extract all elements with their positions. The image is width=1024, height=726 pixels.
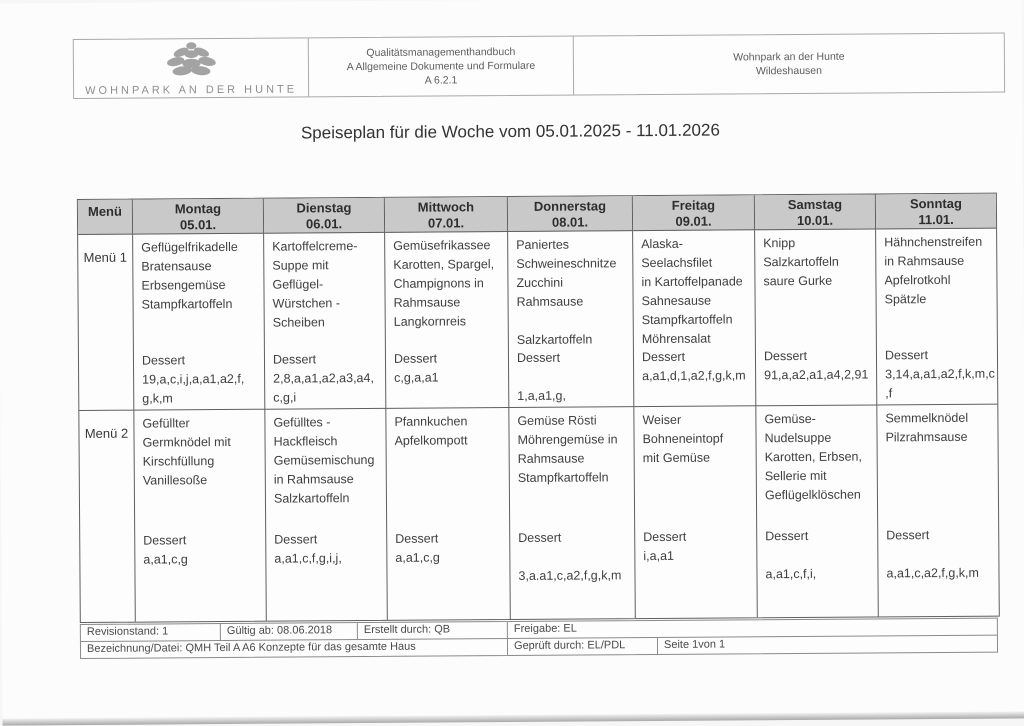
dessert-text bbox=[518, 528, 631, 586]
footer-release: Freigabe: EL bbox=[513, 622, 577, 635]
text-line: Hackfleisch bbox=[273, 434, 338, 449]
dessert-text bbox=[517, 348, 630, 406]
text-line: Kirschfüllung bbox=[142, 454, 215, 469]
text-line: Möhrensalat bbox=[641, 331, 711, 347]
meal-text bbox=[633, 230, 755, 349]
text-line bbox=[517, 311, 629, 331]
scan-paper-edge bbox=[2, 711, 1024, 725]
day-header-montag bbox=[133, 199, 264, 235]
meal-text bbox=[876, 229, 997, 310]
text-line: Langkornreis bbox=[393, 314, 467, 329]
footer-created-by: Erstellt durch: QB bbox=[358, 622, 508, 639]
text-line: 3,14,a,a1,a2,f,k,m,c bbox=[885, 366, 995, 382]
day-header-samstag bbox=[755, 194, 876, 230]
day-date: 06.01. bbox=[305, 216, 343, 232]
text-line: Gefüllter bbox=[142, 416, 190, 431]
men-2-samstag-cell bbox=[756, 405, 878, 617]
text-line: Dessert bbox=[274, 532, 318, 547]
text-line: Suppe mit bbox=[272, 258, 329, 273]
meal-text bbox=[386, 408, 508, 451]
day-name: Mittwoch bbox=[417, 199, 475, 215]
text-line: Gefülltes - bbox=[273, 415, 331, 430]
text-line: Geflügelklöschen bbox=[764, 487, 861, 503]
men-1-donnerstag-cell bbox=[508, 231, 634, 408]
text-line: Scheiben bbox=[272, 315, 325, 330]
men-2-donnerstag-cell bbox=[509, 407, 635, 619]
men-1-mittwoch-cell bbox=[385, 232, 509, 409]
text-line: Stampfkartoffeln bbox=[141, 296, 233, 312]
day-name: Montag bbox=[174, 201, 222, 217]
dessert-text bbox=[394, 349, 505, 388]
text-line: Rahmsause bbox=[516, 294, 584, 309]
day-date: 08.01. bbox=[551, 214, 589, 230]
text-line: Champignons in bbox=[393, 276, 484, 291]
text-line: Spätzle bbox=[884, 292, 927, 307]
text-line: Kartoffelcreme- bbox=[272, 239, 358, 254]
day-name: Samstag bbox=[787, 196, 843, 213]
text-line: Erbsengemüse bbox=[141, 277, 226, 293]
text-line: saure Gurke bbox=[763, 273, 833, 289]
men-2-freitag-cell bbox=[634, 406, 757, 618]
text-line: Sahnesause bbox=[641, 293, 712, 309]
text-line: Weiser bbox=[642, 412, 682, 428]
footer-file-designation: Bezeichnung/Datei: QMH Teil A A6 Konzepte für das gesamte Haus bbox=[81, 639, 508, 658]
text-line: Dessert bbox=[643, 529, 687, 545]
day-name: Freitag bbox=[671, 197, 716, 213]
text-line: Gemüse Rösti bbox=[517, 413, 597, 428]
text-line bbox=[765, 545, 874, 565]
company-logo-icon bbox=[162, 40, 219, 82]
text-line: Salzkartoffeln bbox=[273, 491, 350, 506]
text-line: Karotten, Erbsen, bbox=[764, 449, 863, 465]
text-line: Salzkartoffeln bbox=[763, 254, 839, 270]
qm-documents-line: A Allgemeine Dokumente und Formulare bbox=[346, 59, 536, 74]
text-line: a,a1,c,f,i, bbox=[765, 566, 817, 582]
text-line: Möhrengemüse in bbox=[517, 432, 618, 447]
dessert-text bbox=[274, 530, 383, 569]
text-line: Geflügel- bbox=[272, 277, 324, 292]
text-line: a,a1,c,g bbox=[143, 552, 188, 567]
day-date: 10.01. bbox=[796, 212, 834, 229]
meal-text bbox=[264, 233, 385, 333]
text-line: Gemüsefrikassee bbox=[393, 238, 491, 253]
text-line: Apfelkompott bbox=[394, 433, 468, 448]
text-line: in Kartoffelpanade bbox=[641, 274, 743, 290]
day-name: Dienstag bbox=[296, 200, 352, 216]
text-line: Zucchini bbox=[516, 275, 564, 290]
men-1-sonntag-cell bbox=[876, 229, 997, 406]
meal-text bbox=[756, 405, 877, 505]
qm-handbook-line: Qualitätsmanagementhandbuch bbox=[366, 45, 516, 60]
meal-text bbox=[265, 409, 386, 509]
text-line: Knipp bbox=[763, 236, 796, 251]
footer-table bbox=[80, 618, 998, 659]
day-name: Donnerstag bbox=[533, 198, 607, 214]
men-2-sonntag-cell bbox=[877, 405, 998, 617]
menu-corner-header: Menü bbox=[78, 200, 133, 235]
dessert-text bbox=[143, 531, 262, 570]
text-line: mit Gemüse bbox=[642, 450, 711, 466]
day-header-mittwoch bbox=[385, 197, 508, 233]
men-2-montag-cell bbox=[134, 410, 266, 622]
text-line: Rahmsause bbox=[393, 295, 461, 310]
men-2-dienstag-cell bbox=[265, 409, 387, 621]
text-line: Gemüsemischung bbox=[273, 452, 375, 468]
footer-checked-by: Geprüft durch: EL/PDL bbox=[508, 638, 658, 655]
text-line: Apfelrotkohl bbox=[884, 272, 951, 288]
text-line bbox=[518, 547, 631, 567]
text-line: 19,a,c,i,j,a,a1,a2,f, bbox=[142, 371, 245, 387]
text-line: Dessert bbox=[641, 349, 686, 365]
text-line: c,g,i bbox=[273, 390, 297, 405]
text-line: Dessert bbox=[765, 528, 809, 544]
text-line: Dessert bbox=[763, 348, 808, 364]
text-line: Schweineschnitze bbox=[516, 256, 617, 271]
men-1-freitag-cell bbox=[633, 230, 756, 407]
day-header-sonntag bbox=[876, 194, 996, 230]
day-date: 11.01. bbox=[918, 211, 954, 228]
org-name: Wohnpark an der Hunte bbox=[733, 50, 845, 64]
men-1-montag-cell bbox=[133, 234, 265, 411]
text-line: i,a,a1 bbox=[643, 548, 675, 564]
meal-text bbox=[133, 234, 264, 315]
logo-cell bbox=[74, 38, 309, 98]
dessert-text bbox=[764, 346, 873, 385]
day-date: 05.01. bbox=[179, 217, 217, 233]
text-line bbox=[517, 367, 630, 387]
day-date: 09.01. bbox=[675, 213, 712, 229]
text-line: Karotten, Spargel, bbox=[393, 257, 495, 272]
dessert-text bbox=[765, 526, 874, 584]
text-line: c,g,a,a1 bbox=[394, 370, 439, 385]
text-line: 91,a,a2,a1,a4,2,91 bbox=[764, 367, 869, 383]
day-header-freitag bbox=[633, 195, 755, 231]
text-line: Bratensause bbox=[141, 259, 212, 274]
text-line: 1,a,a1,g, bbox=[517, 388, 566, 403]
meal-text bbox=[634, 406, 755, 468]
text-line: Dessert bbox=[516, 350, 561, 365]
dessert-text bbox=[273, 350, 382, 408]
page-title: Speiseplan für die Woche vom 05.01.2025 - 11.01.2026 bbox=[300, 120, 720, 143]
text-line: Würstchen - bbox=[272, 296, 341, 311]
footer-valid-from: Gültig ab: 08.06.2018 bbox=[221, 623, 358, 640]
text-line: Semmelknödel bbox=[885, 410, 969, 426]
org-header-cell bbox=[574, 34, 1004, 95]
text-line: Alaska-Seelachsfilet bbox=[641, 236, 713, 271]
text-line: Hähnchenstreifen bbox=[884, 234, 983, 250]
day-date: 07.01. bbox=[427, 215, 465, 231]
org-city: Wildeshausen bbox=[755, 64, 822, 78]
footer-revision: Revisionstand: 1 bbox=[81, 624, 221, 641]
men-2-mittwoch-cell bbox=[386, 408, 510, 620]
dessert-text bbox=[395, 529, 506, 568]
text-line: a,a1,d,1,a2,f,g,k,m bbox=[642, 368, 746, 384]
text-line: Paniertes bbox=[516, 237, 570, 252]
text-line: Dessert bbox=[395, 531, 439, 546]
text-line: Geflügelfrikadelle bbox=[141, 239, 238, 255]
text-line: Bohneneintopf bbox=[642, 431, 724, 447]
text-line: g,k,m bbox=[142, 391, 173, 406]
text-line: Rahmsause bbox=[517, 451, 585, 466]
document-header-box bbox=[73, 33, 1005, 100]
text-line: Sellerie mit bbox=[764, 468, 827, 484]
text-line: Nudelsuppe bbox=[764, 430, 832, 446]
text-line: a,a1,c,a2,f,g,k,m bbox=[886, 565, 979, 581]
logo-text: WOHNPARK AN DER HUNTE bbox=[85, 83, 298, 97]
text-line: Stampfkartoffeln bbox=[641, 312, 733, 328]
row-label-men-2: Menü 2 bbox=[79, 411, 135, 622]
dessert-text bbox=[642, 347, 752, 386]
day-header-donnerstag bbox=[508, 196, 633, 232]
text-line: Pilzrahmsause bbox=[885, 429, 968, 445]
menu-table bbox=[77, 193, 1000, 623]
text-line bbox=[886, 545, 995, 565]
text-line: Stampfkartoffeln bbox=[517, 470, 609, 485]
text-line: Dessert bbox=[884, 348, 929, 363]
text-line: in Rahmsause bbox=[273, 472, 354, 487]
text-line: Dessert bbox=[886, 528, 930, 543]
text-line: Dessert bbox=[518, 530, 562, 545]
meal-text bbox=[134, 410, 265, 491]
dessert-text bbox=[885, 346, 994, 404]
meal-text bbox=[508, 231, 633, 350]
men-1-dienstag-cell bbox=[264, 233, 386, 410]
dessert-text bbox=[643, 527, 753, 566]
meal-text bbox=[509, 407, 634, 488]
text-line: Vanillesoße bbox=[142, 473, 208, 488]
meal-text bbox=[877, 405, 997, 448]
footer-page-number: Seite 1von 1 bbox=[663, 638, 726, 651]
text-line: a,a1,c,g bbox=[395, 550, 440, 565]
meal-text bbox=[385, 232, 508, 332]
text-line: Dessert bbox=[393, 351, 438, 366]
qm-doc-number: A 6.2.1 bbox=[424, 74, 458, 87]
text-line: Germknödel mit bbox=[142, 434, 231, 450]
text-line: Dessert bbox=[272, 352, 317, 367]
meal-text bbox=[755, 229, 875, 291]
text-line: 3,a.a1,c,a2,f,g,k,m bbox=[518, 568, 622, 583]
text-line: 2,8,a,a1,a2,a3,a4, bbox=[273, 370, 374, 386]
row-label-men-1: Menü 1 bbox=[78, 235, 134, 411]
text-line: in Rahmsause bbox=[884, 253, 965, 269]
dessert-text bbox=[886, 526, 995, 584]
text-line: Pfannkuchen bbox=[394, 414, 468, 429]
text-line: Salzkartoffeln bbox=[516, 332, 593, 347]
day-header-dienstag bbox=[264, 198, 385, 234]
text-line: Dessert bbox=[143, 533, 187, 548]
text-line: Dessert bbox=[141, 353, 186, 368]
day-name: Sonntag bbox=[909, 195, 962, 212]
dessert-text bbox=[142, 351, 261, 409]
text-line: a,a1,c,f,g,i,j, bbox=[274, 551, 342, 566]
men-1-samstag-cell bbox=[755, 229, 877, 406]
text-line: Gemüse- bbox=[764, 411, 816, 427]
qm-header-cell bbox=[309, 37, 574, 97]
text-line: ,f bbox=[885, 386, 893, 401]
